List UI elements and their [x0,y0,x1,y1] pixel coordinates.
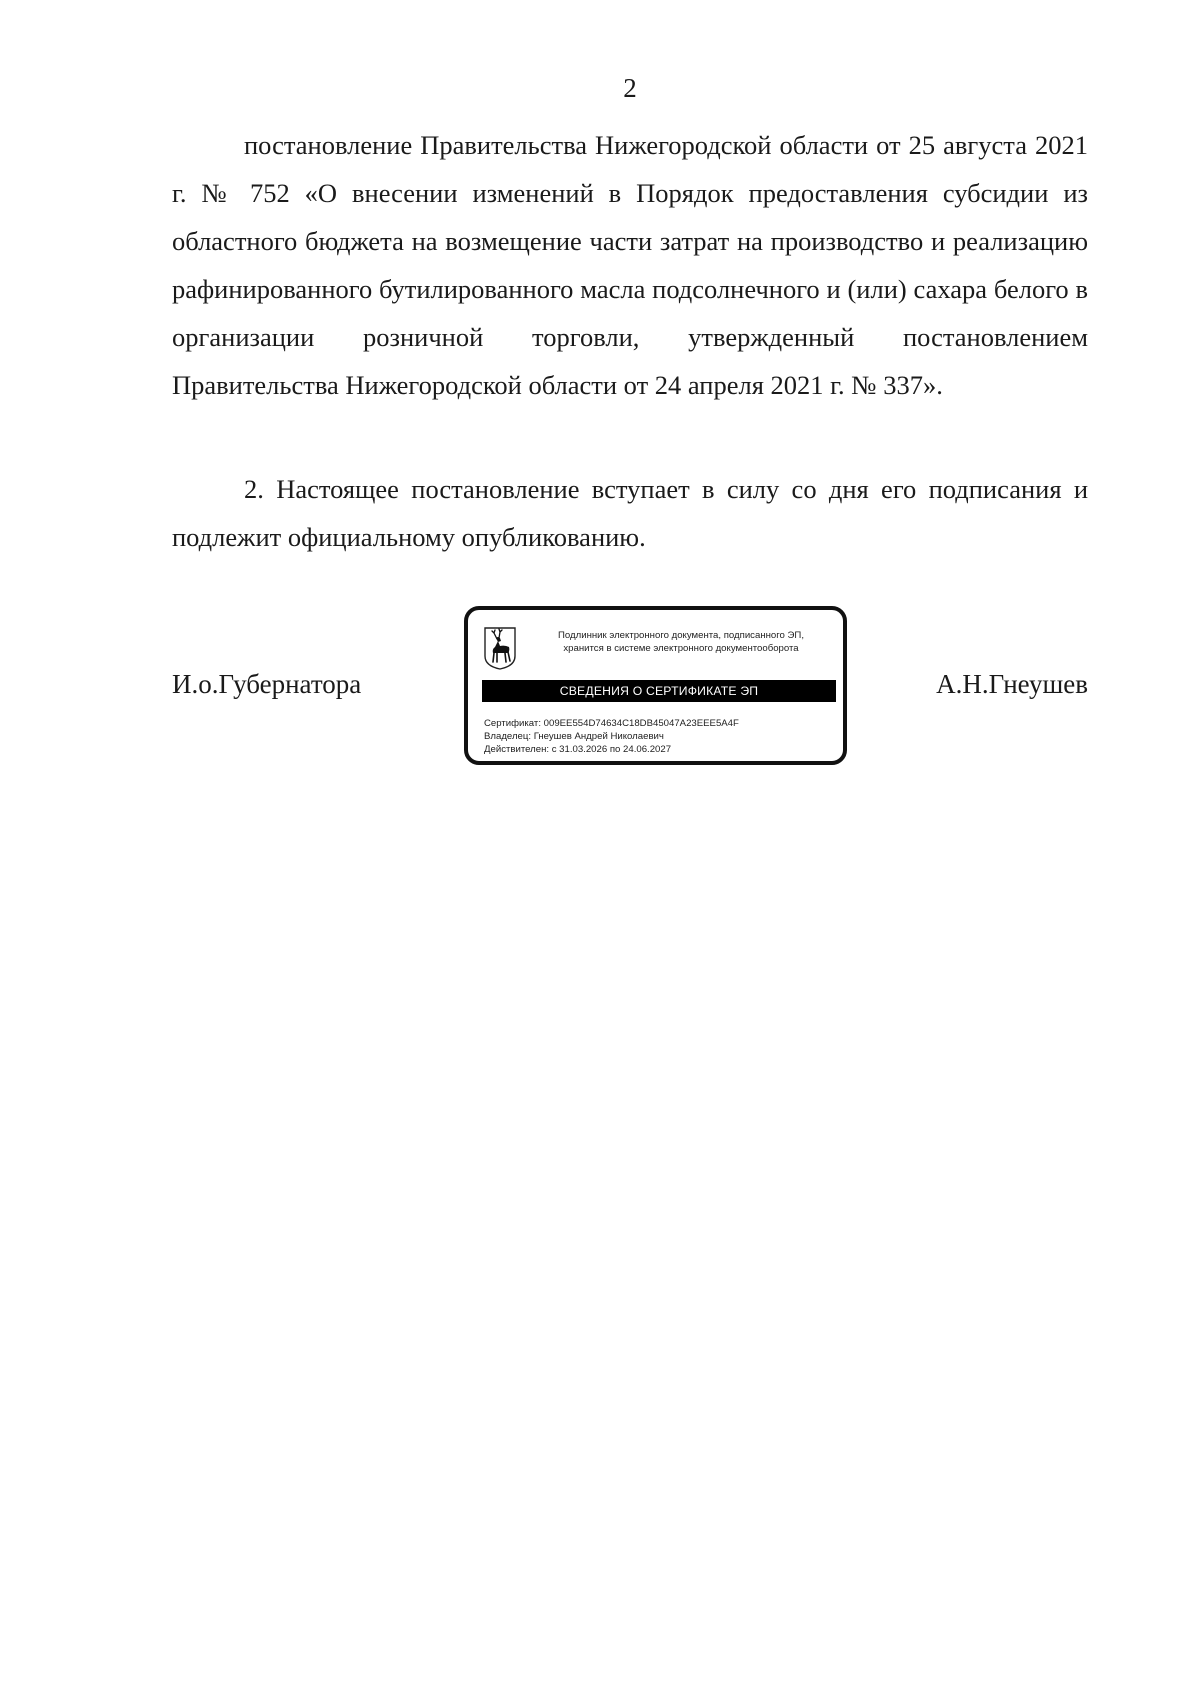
body-paragraph-1: постановление Правительства Нижегородской области от 25 августа 2021 г. № 752 «О внесении изменений в Порядок предоставления субсидии из областного бюджета на возмещение части затрат на производство и реализацию рафинированного бутилированного масла подсолнечного и (или) сахара белого в организации розничной торговли, утвержденный постановлением Правительства Нижегородской области от 24 апреля 2021 г. № 337». [172,130,1088,400]
stamp-certificate-details [484,718,739,756]
stamp-note-line-2: хранится в системе электронного документооборота [563,642,799,654]
stamp-note-line-1: Подлинник электронного документа, подписанного ЭП, [558,630,804,641]
stamp-certificate-banner: СВЕДЕНИЯ О СЕРТИФИКАТЕ ЭП [482,680,836,702]
stamp-storage-note [528,630,834,655]
page-number: 2 [623,73,637,103]
stamp-owner: Владелец: Гнеушев Андрей Николаевич [484,730,664,742]
stamp-certificate-number: Сертификат: 009EE554D74634C18DB45047A23EEE5A4F [484,718,739,729]
signatory-title: И.о.Губернатора [172,669,362,699]
body-paragraph-2: 2. Настоящее постановление вступает в силу со дня его подписания и подлежит официальному опубликованию. [172,474,1088,552]
signatory-name: А.Н.Гнеушев [936,669,1088,699]
deer-emblem-icon [483,626,517,670]
stamp-validity: Действителен: с 31.03.2026 по 24.06.2027 [484,743,672,755]
electronic-signature-stamp [464,606,847,765]
